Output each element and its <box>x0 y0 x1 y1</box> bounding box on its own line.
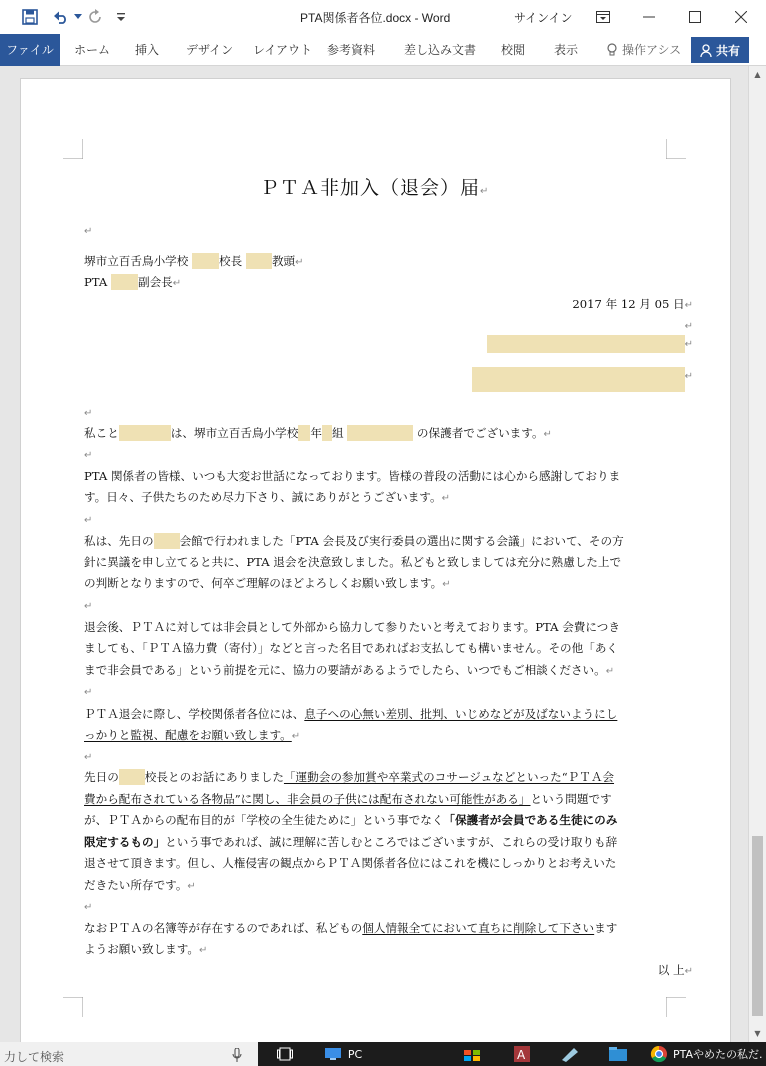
store-icon[interactable] <box>458 1042 486 1066</box>
redaction <box>322 425 332 441</box>
document-canvas[interactable] <box>0 66 748 1042</box>
empty-paragraph: ↵ <box>84 408 93 419</box>
taskbar-search-label: 力して検索 <box>4 1050 65 1064</box>
editor-app-icon[interactable] <box>556 1042 584 1066</box>
paragraph-line: まで非会員である」という前提を元に、協力の要請があるようでしたら、いつでもご相談ください。↵ <box>84 663 615 677</box>
intro-line: 私こと は、堺市立百舌鳥小学校 年 組 の保護者でございます。↵ <box>84 426 552 440</box>
empty-paragraph: ↵ <box>84 515 93 526</box>
corner-mark <box>666 997 686 1017</box>
tab-view[interactable]: 表示 <box>554 43 579 57</box>
title-bar <box>0 0 766 34</box>
paragraph-line: PTA 関係者の皆様、いつも大変お世話になっております。皆様の普段の活動には心から感謝しておりま <box>84 469 621 483</box>
tab-home[interactable]: ホーム <box>74 43 111 57</box>
redaction <box>347 425 413 441</box>
redo-icon[interactable] <box>86 8 104 26</box>
empty-paragraph: ↵ <box>84 450 93 461</box>
paragraph-line: す。日々、子供たちのため尽力下さり、誠にありがとうございます。↵ <box>84 490 450 504</box>
share-button[interactable] <box>691 37 749 63</box>
address-line: 堺市立百舌鳥小学校 校長 教頭↵ <box>84 254 304 268</box>
tell-me-box[interactable] <box>606 34 681 66</box>
tab-mailings[interactable]: 差し込み文書 <box>404 43 477 57</box>
corner-mark <box>666 139 686 159</box>
empty-paragraph: ↵ <box>84 687 93 698</box>
person-icon <box>700 44 712 57</box>
redaction <box>119 769 145 785</box>
empty-paragraph: ↵ <box>84 902 93 913</box>
explorer-app-icon[interactable] <box>604 1042 632 1066</box>
paragraph-line: の判断となりますので、何卒ご理解のほどよろしくお願い致します。↵ <box>84 576 451 590</box>
save-icon[interactable] <box>20 8 40 26</box>
paragraph-line: 針に異議を申し立てると共に、PTA 退会を決意致しました。私どもと致しましては充分に熟慮した上で <box>84 555 622 569</box>
paragraph-line: 私は、先日の 会館で行われました「PTA 会長及び実行委員の選出に関する会議」において、その方 <box>84 534 624 548</box>
computer-icon <box>324 1047 342 1061</box>
redaction <box>246 253 272 269</box>
svg-text:A: A <box>517 1048 526 1062</box>
tab-insert[interactable]: 挿入 <box>135 43 160 57</box>
paragraph-line: だきたい所存です。↵ <box>84 878 196 892</box>
taskbar-browser-button[interactable] <box>650 1042 766 1066</box>
empty-paragraph: ↵ <box>84 226 93 237</box>
empty-paragraph: ↵ <box>84 752 93 763</box>
chrome-icon <box>650 1045 668 1063</box>
microphone-icon[interactable] <box>232 1048 242 1062</box>
ribbon-tabs <box>0 34 766 66</box>
redaction <box>192 253 219 269</box>
closing-line: 以 上↵ <box>657 963 693 977</box>
paragraph-line: ようお願い致します。↵ <box>84 942 208 956</box>
tab-references[interactable]: 参考資料 <box>327 43 376 57</box>
maximize-icon[interactable] <box>672 0 718 34</box>
ribbon-display-icon[interactable] <box>580 0 626 34</box>
scroll-down-icon[interactable]: ▼ <box>754 1029 761 1038</box>
scroll-up-icon[interactable]: ▲ <box>754 70 761 79</box>
paragraph-line: っかりと監視、配慮をお願い致します。↵ <box>84 728 301 742</box>
vertical-scrollbar[interactable] <box>748 66 766 1042</box>
tab-design[interactable]: デザイン <box>186 43 234 57</box>
tab-layout[interactable]: レイアウト <box>253 43 313 57</box>
customize-icon[interactable] <box>114 8 128 26</box>
scrollbar-thumb[interactable] <box>752 836 763 1016</box>
paragraph-line: が、ＰＴＡからの配布目的が「学校の全生徒ために」という事でなく「保護者が会員である生徒にのみ <box>84 813 618 827</box>
window-title: PTA関係者各位.docx - Word <box>300 11 451 25</box>
share-label: 共有 <box>715 43 740 58</box>
paragraph-line: ＰＴＡ退会に際し、学校関係者各位には、息子への心無い差別、批判、いじめなどが及ばないようにし <box>84 707 618 721</box>
tab-review[interactable]: 校閲 <box>501 43 526 57</box>
taskbar-pc-button[interactable] <box>318 1042 368 1066</box>
task-view-icon[interactable] <box>272 1042 298 1066</box>
corner-mark <box>63 997 83 1017</box>
taskbar-search[interactable] <box>0 1042 258 1066</box>
paragraph-line: 費から配布されている各物品”に関し、非会員の子供には配布されない可能性がある」という問題です <box>84 792 612 806</box>
redaction <box>154 533 180 549</box>
minimize-icon[interactable] <box>626 0 672 34</box>
paragraph-line: なおＰＴＡの名簿等が存在するのであれば、私どもの個人情報全てにおいて直ちに削除して下さいます <box>84 921 618 935</box>
redaction <box>472 367 685 392</box>
redaction <box>111 274 138 290</box>
document-page[interactable] <box>20 78 731 1042</box>
document-title: ＰＴＡ非加入（退会）届↵ <box>260 177 490 199</box>
tell-me-label: 操作アシス <box>622 43 682 57</box>
lightbulb-icon <box>606 43 618 57</box>
paragraph-line: 退会後、ＰＴＡに対しては非会員として外部から協力して参りたいと考えております。PTA 会費につき <box>84 620 620 634</box>
undo-dropdown-icon[interactable] <box>72 8 84 26</box>
empty-paragraph: ↵ <box>684 321 693 332</box>
date-line: 2017 年 12 月 05 日↵ <box>572 297 693 311</box>
redaction <box>487 335 685 353</box>
paragraph-line: 限定するもの」という事であれば、誠に理解に苦しむところではございますが、これらの受け取りも辞 <box>84 835 618 849</box>
undo-icon[interactable] <box>50 8 72 26</box>
paragraph-line: ましても、「ＰＴＡ協力費（寄付）」などと言った名目であればお支払しても構いません。その他「あく <box>84 641 619 655</box>
signin-link[interactable]: サインイン <box>514 11 573 25</box>
paragraph-line: 先日の 校長とのお話にありました「運動会の参加賞や卒業式のコサージュなどといった“ＰＴＡ会 <box>84 770 615 784</box>
redaction <box>298 425 310 441</box>
close-icon[interactable] <box>718 0 764 34</box>
taskbar-pc-label: PC <box>347 1047 363 1061</box>
sender-line: ↵ <box>487 335 693 353</box>
tab-file[interactable]: ファイル <box>0 34 60 66</box>
taskbar-browser-label: PTAやめたの私だ. <box>673 1048 763 1061</box>
redaction <box>119 425 171 441</box>
sender-line: ↵ <box>472 367 693 392</box>
access-app-icon[interactable] <box>508 1042 536 1066</box>
empty-paragraph: ↵ <box>84 601 93 612</box>
paragraph-line: 退させて頂きます。但し、人権侵害の観点からＰＴＡ関係者各位にはこれを機にしっかりとお考えいた <box>84 856 617 870</box>
corner-mark <box>63 139 83 159</box>
address-line: PTA 副会長↵ <box>84 275 182 289</box>
taskbar <box>0 1042 766 1066</box>
